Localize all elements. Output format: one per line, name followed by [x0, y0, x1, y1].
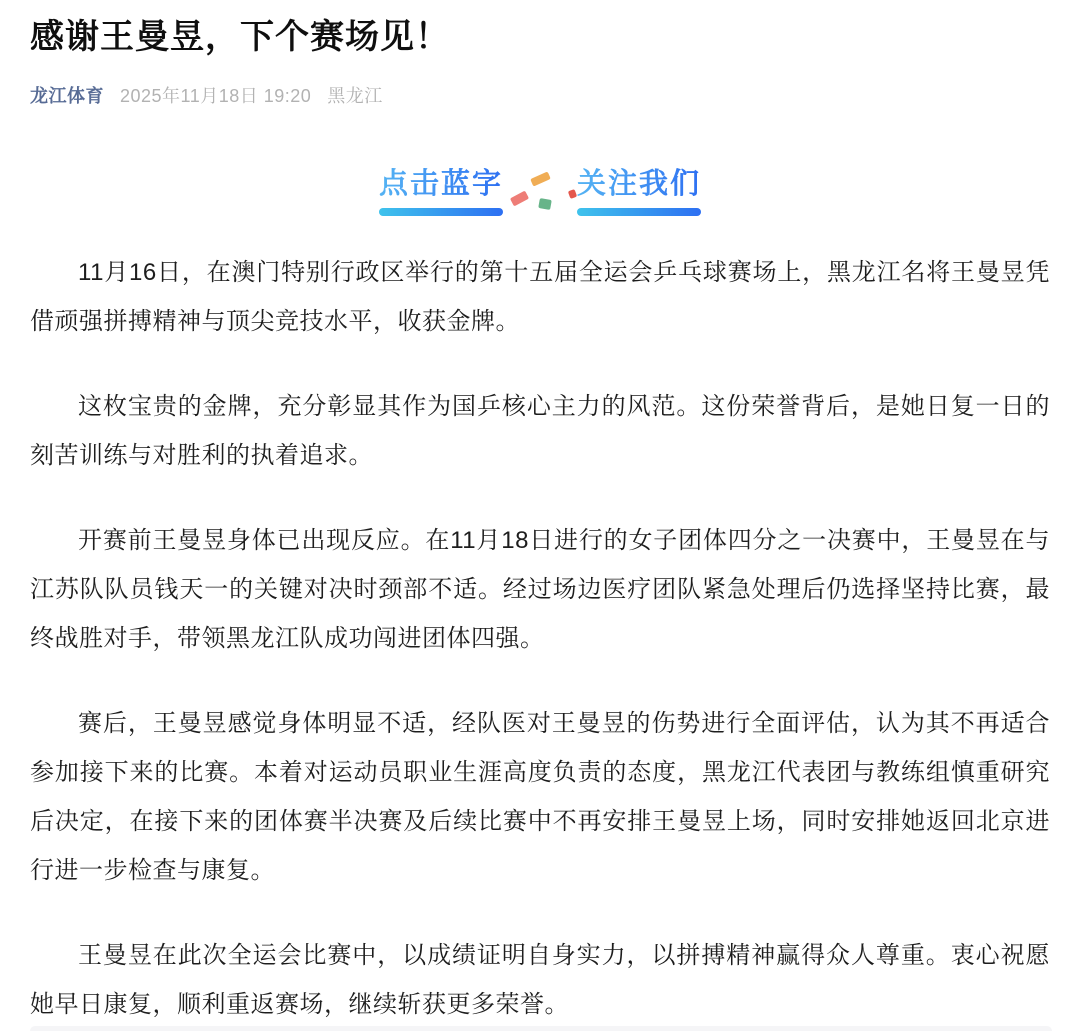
paragraph: 赛后，王曼昱感觉身体明显不适，经队医对王曼昱的伤势进行全面评估，认为其不再适合参加接下来的比赛。本着对运动员职业生涯高度负责的态度，黑龙江代表团与教练组慎重研究后决定，在接下来的团体赛半决赛及后续比赛中不再安排王曼昱上场，同时安排她返回北京进行进一步检查与康复。: [30, 709, 1050, 884]
article-body: [30, 248, 1050, 1029]
paragraph: 这枚宝贵的金牌，充分彰显其作为国乒核心主力的风范。这份荣誉背后，是她日复一日的刻苦训练与对胜利的执着追求。: [30, 392, 1050, 469]
follow-us-cta[interactable]: [577, 168, 701, 216]
paragraph: 开赛前王曼昱身体已出现反应。在11月18日进行的女子团体四分之一决赛中，王曼昱在与江苏队队员钱天一的关键对决时颈部不适。经过场边医疗团队紧急处理后仍选择坚持比赛，最终战胜对手，带领黑龙江队成功闯进团体四强。: [30, 526, 1050, 652]
author-link[interactable]: 龙江体育: [30, 85, 104, 106]
gradient-underline-left: [379, 208, 503, 216]
click-blue-text-cta[interactable]: [379, 168, 503, 216]
next-card-edge: [30, 1026, 1052, 1031]
publish-location: 黑龙江: [327, 85, 383, 106]
confetti-orange-icon: [530, 171, 551, 186]
gradient-underline-right: [577, 208, 701, 216]
article-meta: [30, 82, 1050, 108]
paragraph: 11月16日，在澳门特别行政区举行的第十五届全运会乒乓球赛场上，黑龙江名将王曼昱凭借顽强拼搏精神与顶尖竞技水平，收获金牌。: [30, 258, 1050, 335]
click-blue-text-label: 点击蓝字: [378, 167, 503, 200]
confetti-icon: [505, 168, 575, 220]
publish-date: 2025年11月18日 19:20: [120, 85, 312, 106]
paragraph: 王曼昱在此次全运会比赛中，以成绩证明自身实力，以拼搏精神赢得众人尊重。衷心祝愿她早日康复，顺利重返赛场，继续斩获更多荣誉。: [30, 941, 1050, 1018]
follow-banner: [30, 168, 1050, 220]
confetti-green-icon: [538, 198, 552, 210]
follow-us-label: 关注我们: [577, 167, 702, 200]
confetti-pink-icon: [510, 190, 529, 206]
confetti-dot-icon: [568, 189, 577, 199]
page-title: 感谢王曼昱，下个赛场见！: [30, 18, 450, 56]
